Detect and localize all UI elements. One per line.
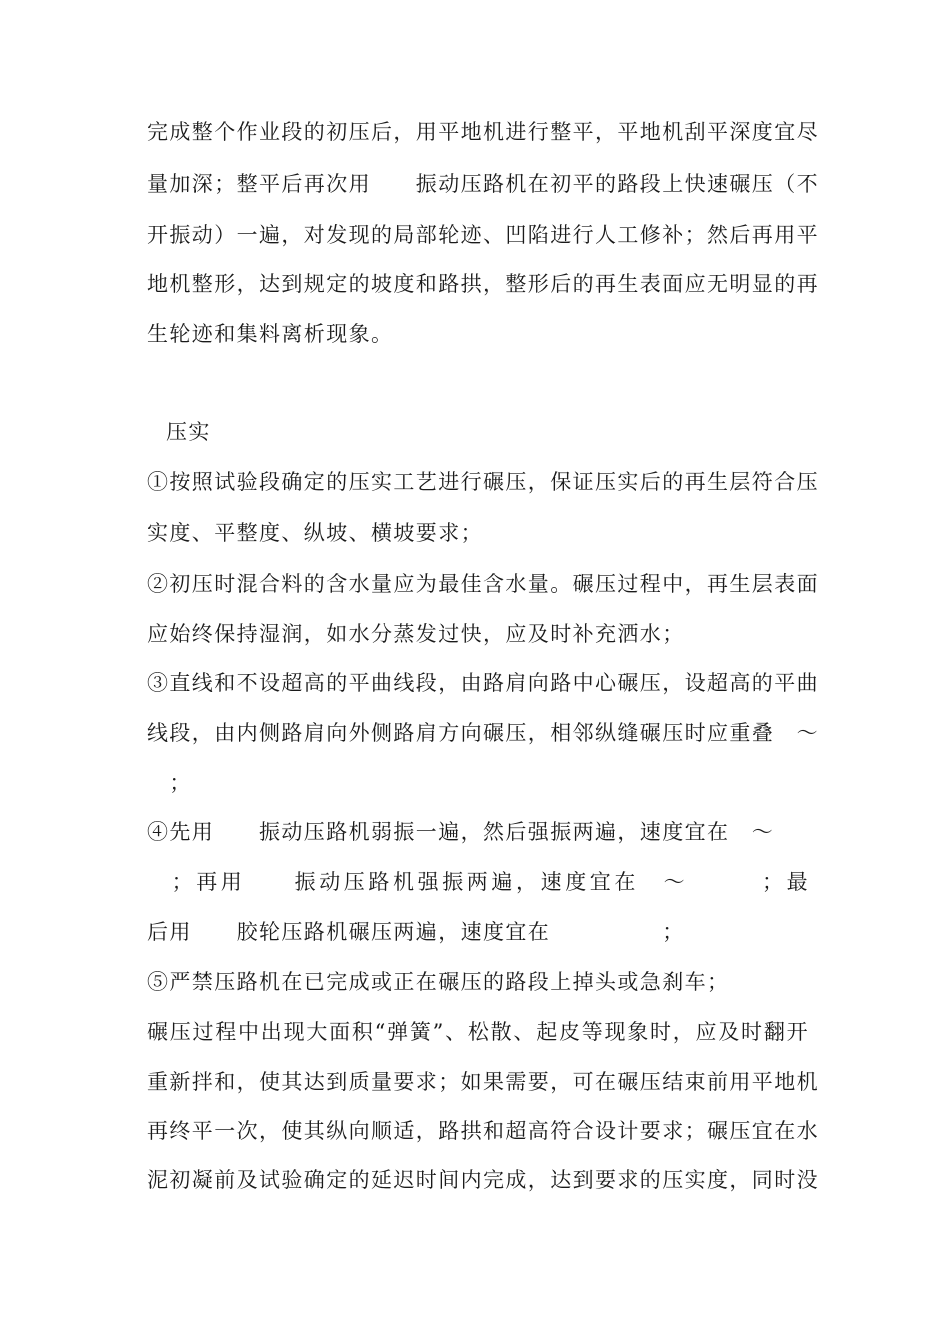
paragraph-2-line-3: 再终平一次，使其纵向顺适，路拱和超高符合设计要求；碾压宜在水 [147,1119,819,1143]
item-4-line-2: ；再用 振动压路机强振两遍，速度宜在 ～ ；最 [147,870,809,894]
item-3-line-2: 线段，由内侧路肩向外侧路肩方向碾压，相邻纵缝碾压时应重叠 ～ [147,721,819,745]
item-2-line-2: 应始终保持湿润，如水分蒸发过快，应及时补充洒水； [147,622,685,646]
paragraph-1-line-1: 完成整个作业段的初压后，用平地机进行整平，平地机刮平深度宜尽 [147,120,819,144]
paragraph-1-line-4: 地机整形，达到规定的坡度和路拱，整形后的再生表面应无明显的再 [147,272,819,296]
item-2-line-1: ②初压时混合料的含水量应为最佳含水量。碾压过程中，再生层表面 [147,572,819,596]
paragraph-1-line-2: 量加深；整平后再次用 振动压路机在初平的路段上快速碾压（不 [147,172,819,196]
item-4-line-1: ④先用 振动压路机弱振一遍，然后强振两遍，速度宜在 ～ [147,820,775,844]
item-3-line-1: ③直线和不设超高的平曲线段，由路肩向路中心碾压，设超高的平曲 [147,671,819,695]
section-heading: 压实 [166,420,211,444]
item-1-line-2: 实度、平整度、纵坡、横坡要求； [147,521,483,545]
paragraph-1-line-3: 开振动）一遍，对发现的局部轮迹、凹陷进行人工修补；然后再用平 [147,223,819,247]
paragraph-2-line-2: 重新拌和，使其达到质量要求；如果需要，可在碾压结束前用平地机 [147,1070,819,1094]
item-4-line-3: 后用 胶轮压路机碾压两遍，速度宜在 ； [147,920,685,944]
paragraph-2-line-4: 泥初凝前及试验确定的延迟时间内完成，达到要求的压实度，同时没 [147,1168,819,1192]
paragraph-1-line-5: 生轮迹和集料离析现象。 [147,322,394,346]
item-3-line-3: ； [147,771,192,795]
paragraph-2-line-1: 碾压过程中出现大面积“弹簧”、松散、起皮等现象时，应及时翻开 [147,1020,809,1044]
item-5-line-1: ⑤严禁压路机在已完成或正在碾压的路段上掉头或急刹车； [147,970,730,994]
item-1-line-1: ①按照试验段确定的压实工艺进行碾压，保证压实后的再生层符合压 [147,470,819,494]
